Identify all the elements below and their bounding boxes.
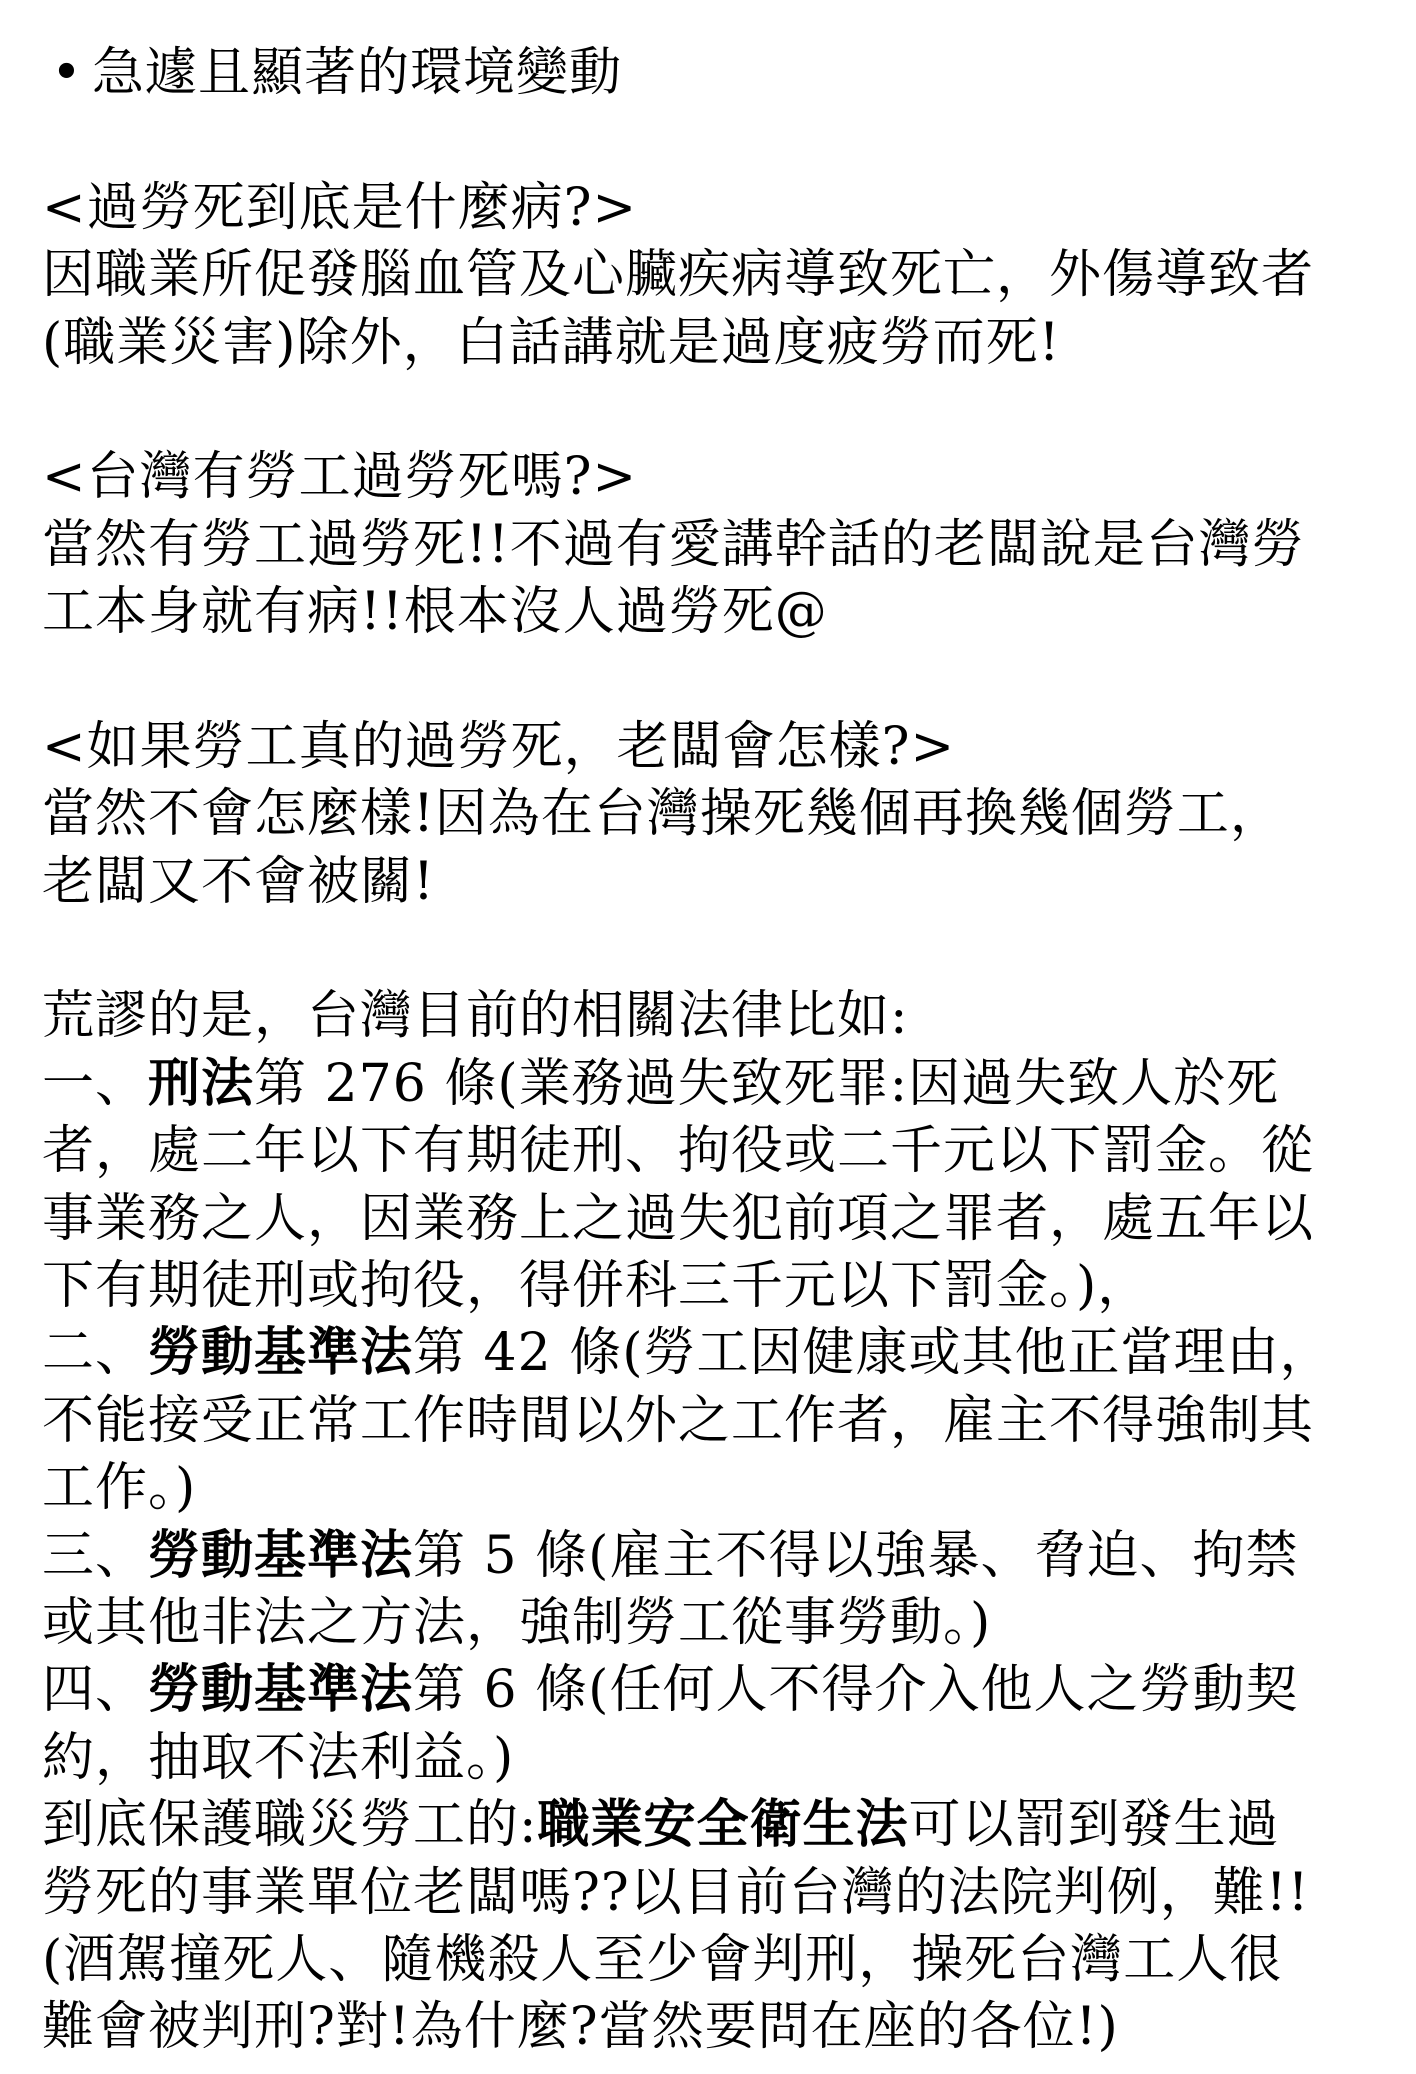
section-heading-1: <過勞死到底是什麼病?> [42, 177, 638, 238]
closing-line-1 [42, 1792, 1376, 1859]
section-2-line-2: 工本身就有病!!根本沒人過勞死@ [42, 582, 828, 643]
blank-line [42, 916, 1376, 983]
bullet-item [42, 40, 1376, 107]
law-item-4-prefix: 四、 [42, 1660, 149, 1721]
closing-line-4: 難會被判刑?對!為什麼?當然要問在座的各位!) [42, 1997, 1119, 2058]
closing-line-2: 勞死的事業單位老闆嗎??以目前台灣的法院判例，難!! [42, 1862, 1310, 1923]
law-item-3-prefix: 三、 [42, 1525, 149, 1586]
law-item-2-text: 第 42 條(勞工因健康或其他正當理由， [413, 1323, 1333, 1384]
law-item-1-text: 第 276 條(業務過失致死罪:因過失致人於死 [254, 1053, 1280, 1114]
section-3-line-2: 老闆又不會被關! [42, 851, 435, 912]
law-item-2 [42, 1320, 1376, 1387]
section-1-line-2: (職業災害)除外，白話講就是過度疲勞而死! [42, 312, 1061, 373]
law-item-2-cont-1: 不能接受正常工作時間以外之工作者，雇主不得強制其 [42, 1390, 1315, 1451]
law-item-3-law-name: 勞動基準法 [148, 1525, 414, 1586]
law-item-1-prefix: 一、 [42, 1053, 149, 1114]
closing-pre: 到底保護職災勞工的: [42, 1795, 538, 1856]
law-item-1-law-name: 刑法 [148, 1053, 255, 1114]
law-intro: 荒謬的是，台灣目前的相關法律比如: [42, 986, 909, 1047]
bullet-dot-icon: • [51, 43, 83, 103]
law-item-3 [42, 1523, 1376, 1590]
law-item-2-law-name: 勞動基準法 [148, 1323, 414, 1384]
law-item-4-law-name: 勞動基準法 [148, 1660, 414, 1721]
section-1-line-1: 因職業所促發腦血管及心臟疾病導致死亡，外傷導致者 [42, 245, 1315, 306]
closing-post: 可以罰到發生過 [908, 1795, 1280, 1856]
law-item-2-cont-2: 工作。) [42, 1458, 197, 1519]
law-item-4 [42, 1657, 1376, 1724]
blank-line [42, 107, 1376, 174]
law-item-4-cont-1: 約，抽取不法利益。) [42, 1727, 515, 1788]
section-3-line-1: 當然不會怎麼樣!因為在台灣操死幾個再換幾個勞工， [42, 784, 1283, 845]
closing-line-3: (酒駕撞死人、隨機殺人至少會判刑，操死台灣工人很 [42, 1929, 1283, 1990]
section-2-line-1: 當然有勞工過勞死!!不過有愛講幹話的老闆說是台灣勞 [42, 514, 1305, 575]
law-item-1-cont-1: 者，處二年以下有期徒刑、拘役或二千元以下罰金。從 [42, 1121, 1315, 1182]
blank-line [42, 377, 1376, 444]
law-item-2-prefix: 二、 [42, 1323, 149, 1384]
law-item-1-cont-2: 事業務之人，因業務上之過失犯前項之罪者，處五年以 [42, 1188, 1315, 1249]
law-item-1-cont-3: 下有期徒刑或拘役，得併科三千元以下罰金。)， [42, 1256, 1151, 1317]
section-heading-2: <台灣有勞工過勞死嗎?> [42, 447, 638, 508]
law-item-4-text: 第 6 條(任何人不得介入他人之勞動契 [413, 1660, 1299, 1721]
law-item-1 [42, 1051, 1376, 1118]
law-item-3-cont-1: 或其他非法之方法，強制勞工從事勞動。) [42, 1592, 992, 1653]
law-item-3-text: 第 5 條(雇主不得以強暴、脅迫、拘禁 [413, 1525, 1299, 1586]
blank-line [42, 647, 1376, 714]
section-heading-3: <如果勞工真的過勞死，老闆會怎樣?> [42, 716, 956, 777]
bullet-item-text: 急遽且顯著的環境變動 [92, 43, 623, 103]
closing-law-name: 職業安全衛生法 [537, 1795, 909, 1856]
